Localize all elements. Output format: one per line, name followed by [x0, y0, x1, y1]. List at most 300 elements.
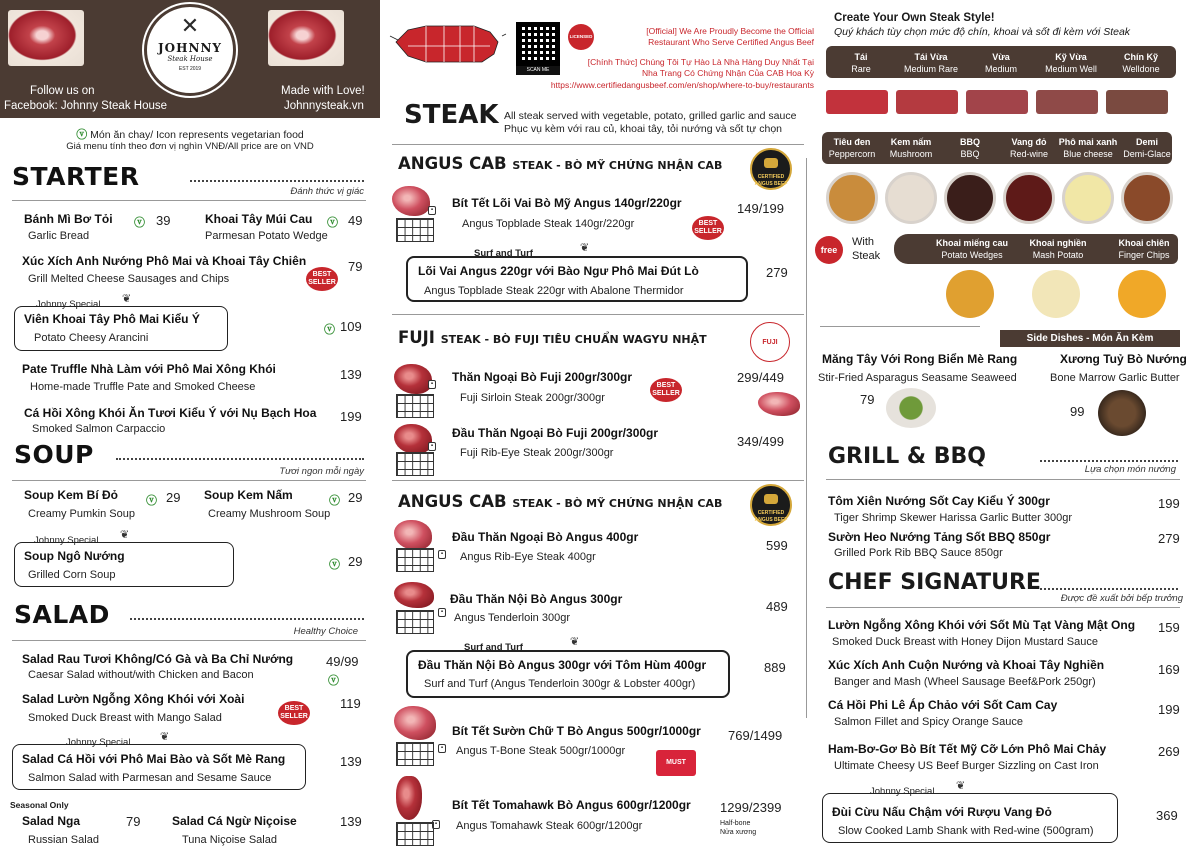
item-name-en: Salmon Fillet and Spicy Orange Sauce [834, 716, 1023, 728]
item-price: 29 [166, 490, 181, 505]
category-sub: STEAK - BÒ FUJI TIÊU CHUẨN WAGYU NHẬT [440, 333, 707, 346]
tbone-photo [394, 706, 436, 740]
item-price: 769/1499 [728, 728, 783, 743]
item-name-en: Fuji Sirloin Steak 200gr/300gr [460, 392, 605, 404]
potato-swatch [946, 270, 994, 318]
item-name-en: Slow Cooked Lamb Shank with Red-wine (500gram) [838, 825, 1094, 837]
veg-note-text: Món ăn chay/ Icon represents vegetarian food [90, 129, 304, 141]
doneness-option[interactable] [826, 52, 896, 74]
item-name-vn: Bít Tết Sườn Chữ T Bò Angus 500gr/1000gr [452, 724, 701, 738]
doneness-option[interactable] [896, 52, 966, 74]
item-name-vn: Salad Cá Hồi với Phô Mai Bào và Sốt Mè Rang [22, 752, 286, 766]
menu-item [22, 362, 276, 393]
section-subtitle: Healthy Choice [293, 626, 358, 637]
section-dots [1040, 588, 1178, 590]
item-price: 49/99 [326, 654, 359, 669]
website-link[interactable]: Johnnysteak.vn [284, 100, 364, 112]
item-name-vn: Salad Cá Ngừ Niçoise [172, 814, 297, 828]
sauce-label-vn: BBQ [960, 137, 980, 147]
item-name-en: Grill Melted Cheese Sausages and Chips [28, 273, 230, 285]
item-name-en: Angus T-Bone Steak 500gr/1000gr [456, 745, 626, 757]
best-seller-badge: BEST SELLER [650, 378, 682, 402]
doneness-swatch [1036, 90, 1098, 114]
item-price: 29 [348, 490, 363, 505]
item-name-en: Ultimate Cheesy US Beef Burger Sizzling on Cast Iron [834, 760, 1099, 772]
item-price: 119 [340, 696, 361, 711]
potato-label-en: Finger Chips [1118, 250, 1170, 260]
item-name-en: Angus Topblade Steak 220gr with Abalone Thermidor [424, 285, 684, 297]
steak-style-subtitle: Quý khách tùy chọn mức độ chín, khoai và sốt đi kèm với Steak [834, 26, 1131, 38]
price-note: Giá menu tính theo đơn vị nghìn VNĐ/All price are on VND [66, 141, 314, 152]
item-name-vn: Lườn Ngỗng Xông Khói với Sốt Mù Tạt Vàng Mật Ong [828, 618, 1136, 632]
leaf-icon: ❦ [120, 529, 130, 541]
section-dots [130, 618, 364, 620]
doneness-swatch [1106, 90, 1168, 114]
sauce-swatch [826, 172, 878, 224]
doneness-label-vn: Tái Vừa [914, 52, 948, 62]
menu-item [450, 592, 622, 624]
potato-label-vn: Khoai nghiền [1029, 238, 1087, 248]
section-subtitle: Đánh thức vị giác [290, 186, 364, 197]
vegetarian-leaf-icon: ⓥ [329, 558, 340, 571]
fuji-logo: FUJI [750, 322, 790, 362]
item-name-en: Smoked Duck Breast with Mango Salad [28, 712, 222, 724]
column-divider [806, 158, 807, 718]
sauce-label-en: Mushroom [889, 149, 933, 159]
item-name-vn: Salad Lườn Ngỗng Xông Khói với Xoài [22, 692, 245, 706]
with-steak-label: With [852, 236, 874, 248]
qr-code[interactable] [516, 22, 560, 66]
item-name-vn: Cá Hồi Xông Khói Ăn Tươi Kiểu Ý với Nụ Bạch Hoa [24, 406, 317, 420]
menu-item [452, 370, 632, 404]
menu-item [418, 264, 699, 297]
section-title-chef: CHEF SIGNATURE [828, 570, 1041, 595]
section-title-steak: STEAK [404, 100, 499, 130]
doneness-option[interactable] [966, 52, 1036, 74]
menu-item [828, 530, 1050, 559]
sauce-swatch [1121, 172, 1173, 224]
item-name-vn: Soup Ngô Nướng [24, 549, 125, 563]
surf-turf-tag: Surf and Turf [474, 248, 533, 259]
item-name-en: Banger and Mash (Wheel Sausage Beef&Pork 250gr) [834, 676, 1096, 688]
checkbox-icon: ▪ [432, 820, 440, 829]
item-name-en: Garlic Bread [28, 230, 90, 242]
item-name-en: Home-made Truffle Pate and Smoked Cheese [30, 381, 256, 393]
official-note-vn: [Chính Thức] Chúng Tôi Tự Hào Là Nhà Hàng Duy Nhất Tại [587, 57, 814, 67]
section-title-soup: SOUP [14, 440, 94, 469]
fat-soft-grid [396, 742, 434, 766]
doneness-label-en: Medium Well [1045, 64, 1097, 74]
logo-name: JOHNNY [158, 41, 222, 55]
item-name-vn: Lõi Vai Angus 220gr với Bào Ngư Phô Mai Đút Lò [418, 264, 699, 278]
item-name-vn: Viên Khoai Tây Phô Mai Kiểu Ý [24, 312, 200, 326]
leaf-icon: ❦ [160, 731, 170, 743]
item-name-vn: Thăn Ngoại Bò Fuji 200gr/300gr [452, 370, 633, 384]
section-dots [1040, 460, 1178, 462]
item-price: 29 [348, 554, 363, 569]
item-name-vn: Soup Kem Nấm [204, 488, 293, 502]
section-rule [392, 144, 804, 145]
follow-text: Follow us on [30, 85, 95, 97]
item-price: 199 [1158, 496, 1180, 511]
made-with-love: Made with Love! [281, 85, 365, 97]
tomahawk-photo [396, 776, 422, 820]
logo-subtitle: Steak House [167, 55, 213, 63]
side-dishes-title: Side Dishes - Món Ăn Kèm [1000, 330, 1180, 347]
item-price: 889 [764, 660, 786, 675]
item-price: 139 [340, 814, 362, 829]
section-title-starter: STARTER [12, 162, 140, 191]
with-steak-label: Steak [852, 250, 881, 262]
steak-photo [392, 186, 430, 216]
fat-soft-grid [396, 822, 434, 846]
asparagus-photo [886, 388, 936, 428]
item-name-vn: Xúc Xích Anh Cuộn Nướng và Khoai Tây Nghiền [828, 658, 1105, 672]
category-title [398, 154, 722, 173]
doneness-swatch [826, 90, 888, 114]
certified-angus-beef-logo: CERTIFIED ANGUS BEEF [750, 484, 792, 526]
sauce-option[interactable] [881, 137, 941, 159]
sauce-label-vn: Kem nấm [890, 137, 932, 147]
item-name-vn: Pate Truffle Nhà Làm với Phô Mai Xông Khói [22, 362, 276, 376]
sauce-option[interactable] [1117, 137, 1177, 159]
steak-desc-vn: Phục vụ kèm với rau củ, khoai tây, tỏi nướng và sốt tự chọn [504, 123, 783, 135]
sauce-label-vn: Phô mai xanh [1058, 137, 1118, 147]
item-price: 139 [340, 754, 362, 769]
item-price: 99 [1070, 404, 1085, 419]
item-price: 139 [340, 367, 362, 382]
doneness-label-en: Welldone [1122, 64, 1160, 74]
sauce-label-en: Red-wine [1009, 149, 1049, 159]
item-price: 149/199 [737, 201, 784, 216]
menu-item [828, 494, 1072, 524]
steak-photo [394, 424, 432, 454]
item-name-en: Grilled Corn Soup [28, 569, 116, 581]
doneness-option[interactable] [1036, 52, 1106, 74]
seasonal-tag: Seasonal Only [10, 800, 69, 810]
doneness-label-vn: Tái [854, 52, 868, 62]
category-title [398, 328, 707, 347]
johnny-special-tag: Johnny Special [36, 299, 101, 310]
item-name-vn: Cá Hồi Phi Lê Áp Chảo với Sốt Cam Cay [828, 698, 1058, 712]
doneness-swatch [966, 90, 1028, 114]
leaf-icon: ❦ [956, 780, 966, 792]
category-name: ANGUS CAB [398, 154, 507, 173]
cab-link[interactable]: https://www.certifiedangusbeef.com/en/shop/where-to-buy/restaurants [550, 80, 814, 90]
item-price: 279 [1158, 531, 1180, 546]
item-price: 39 [156, 213, 171, 228]
best-seller-badge: BEST SELLER [306, 267, 338, 291]
vegetarian-leaf-icon: ⓥ [328, 674, 339, 687]
section-dots [116, 458, 364, 460]
menu-item [24, 212, 113, 242]
fat-soft-grid [396, 218, 434, 242]
item-price: 49 [348, 213, 363, 228]
doneness-label-vn: Vừa [992, 52, 1010, 62]
item-name-en: Tiger Shrimp Skewer Harissa Garlic Butter 300gr [834, 512, 1073, 524]
menu-item [818, 352, 1018, 384]
menu-item [452, 426, 658, 459]
vegetarian-leaf-icon: ⓥ [134, 216, 145, 229]
category-sub: STEAK - BÒ MỸ CHỨNG NHẬN CAB [512, 497, 723, 510]
section-rule [826, 607, 1180, 608]
menu-item [1050, 352, 1187, 384]
facebook-link[interactable]: Facebook: Johnny Steak House [4, 100, 168, 112]
menu-item [832, 805, 1094, 837]
potato-option[interactable] [1096, 238, 1192, 260]
restaurant-logo [144, 4, 236, 96]
item-name-en: Russian Salad [28, 834, 99, 846]
menu-item [452, 530, 638, 563]
menu-item [24, 488, 135, 520]
sauce-swatch [1003, 172, 1055, 224]
item-price: 79 [126, 814, 141, 829]
item-price: 369 [1156, 808, 1178, 823]
sauce-option[interactable] [940, 137, 1000, 159]
item-price: 489 [766, 599, 788, 614]
header-banner [0, 0, 380, 118]
item-name-en: Parmesan Potato Wedge [205, 230, 328, 242]
item-price: 199 [1158, 702, 1180, 717]
section-title-grill: GRILL & BBQ [828, 444, 986, 469]
item-price: 169 [1158, 662, 1180, 677]
steak-photo [8, 10, 84, 66]
sauce-label-vn: Tiêu đen [833, 137, 871, 147]
item-price: 159 [1158, 620, 1180, 635]
item-price: 599 [766, 538, 788, 553]
section-subtitle: Tươi ngon mỗi ngày [279, 466, 364, 477]
item-price: 79 [860, 392, 875, 407]
sauce-label-vn: Demi [1135, 137, 1158, 147]
item-name-en: Angus Tenderloin 300gr [454, 612, 570, 624]
menu-item [24, 549, 125, 581]
half-bone-note-vn: Nửa xương [720, 829, 757, 836]
potato-option[interactable] [924, 238, 1020, 260]
item-price: 79 [348, 259, 363, 274]
item-name-vn: Xương Tuỷ Bò Nướng [1060, 352, 1187, 366]
vegetarian-leaf-icon: ⓥ [329, 494, 340, 507]
section-rule [12, 640, 366, 641]
item-name-vn: Đầu Thăn Ngoại Bò Angus 400gr [452, 530, 639, 544]
sauce-swatch [885, 172, 937, 224]
item-price: 1299/2399 [720, 800, 782, 815]
vegetarian-leaf-icon: ⓥ [324, 323, 335, 336]
menu-item [22, 254, 306, 285]
menu-item [418, 658, 706, 690]
doneness-label-en: Rare [851, 64, 871, 74]
item-name-en: Surf and Turf (Angus Tenderloin 300gr & Lobster 400gr) [424, 678, 696, 690]
section-rule [12, 480, 366, 481]
sauce-option[interactable] [822, 137, 882, 159]
section-subtitle: Lựa chọn món nướng [1084, 464, 1176, 475]
item-name-en: Caesar Salad without/with Chicken and Bacon [28, 669, 254, 681]
item-name-en: Salmon Salad with Parmesan and Sesame Sauce [28, 772, 272, 784]
item-name-en: Smoked Duck Breast with Honey Dijon Mustard Sauce [832, 636, 1098, 648]
free-badge: free [815, 236, 843, 264]
item-name-en: Angus Rib-Eye Steak 400gr [460, 551, 596, 563]
beef-cuts-diagram [386, 6, 510, 72]
potato-swatch [1032, 270, 1080, 318]
leaf-icon: ❦ [122, 293, 132, 305]
menu-item [452, 196, 682, 230]
sauce-option[interactable] [1058, 137, 1118, 159]
johnny-special-tag: Johnny Special [870, 786, 935, 797]
must-have-badge: MUST HAVE [656, 750, 696, 776]
steak-description [504, 110, 796, 136]
vegetarian-leaf-icon: ⓥ [76, 128, 88, 141]
best-seller-badge: BEST SELLER [692, 216, 724, 240]
checkbox-icon: ▪ [428, 442, 436, 451]
item-name-en: Fuji Rib-Eye Steak 200gr/300gr [460, 447, 614, 459]
sauce-label-vn: Vang đỏ [1011, 137, 1047, 147]
item-name-vn: Bít Tết Lõi Vai Bò Mỹ Angus 140gr/220gr [452, 196, 682, 210]
fat-soft-grid [396, 548, 434, 572]
item-name-vn: Xúc Xích Anh Nướng Phô Mai và Khoai Tây Chiên [22, 254, 307, 268]
menu-item [22, 814, 99, 846]
official-note-vn: Nha Trang Có Chứng Nhận Của CAB Hoa Kỳ [641, 68, 814, 78]
menu-item [828, 618, 1135, 648]
checkbox-icon: ▪ [428, 380, 436, 389]
item-name-en: Angus Topblade Steak 140gr/220gr [462, 218, 635, 230]
menu-item [828, 698, 1057, 728]
potato-label-vn: Khoai miếng cau [935, 238, 1008, 248]
item-name-vn: Đùi Cừu Nấu Chậm với Rượu Vang Đỏ [832, 805, 1052, 819]
item-name-en: Creamy Mushroom Soup [208, 508, 331, 520]
steak-photo [394, 520, 432, 550]
menu-item [204, 488, 330, 520]
logo-est: EST 2019 [178, 66, 202, 72]
item-name-vn: Bánh Mì Bơ Tỏi [24, 212, 113, 226]
sauce-label-en: BBQ [960, 149, 980, 159]
item-name-en: Stir-Fried Asparagus Seasame Seaweed [818, 372, 1017, 384]
item-price: 109 [340, 319, 362, 334]
steak-photo [394, 364, 432, 394]
sauce-label-en: Peppercorn [828, 149, 876, 159]
item-name-vn: Soup Kem Bí Đỏ [24, 488, 119, 502]
sauce-label-en: Demi-Glace [1123, 149, 1171, 159]
steak-photo [268, 10, 344, 66]
doneness-option[interactable] [1106, 52, 1176, 74]
item-name-vn: Salad Rau Tươi Không/Có Gà và Ba Chỉ Nướng [22, 652, 294, 666]
potato-label-en: Potato Wedges [941, 250, 1003, 260]
category-title [398, 492, 722, 511]
section-title-salad: SALAD [14, 600, 110, 629]
leaf-icon: ❦ [580, 242, 590, 254]
menu-item [828, 658, 1104, 688]
section-rule [820, 326, 980, 327]
bone-marrow-photo [1098, 390, 1146, 436]
steak-desc-en: All steak served with vegetable, potato, grilled garlic and sauce [504, 110, 797, 122]
section-rule [12, 200, 366, 201]
menu-item [22, 692, 244, 724]
doneness-label-en: Medium [984, 64, 1017, 74]
item-name-vn: Đầu Thăn Nội Bò Angus 300gr [450, 592, 623, 606]
section-rule [392, 314, 804, 315]
menu-item [22, 652, 293, 681]
doneness-label-en: Medium Rare [903, 64, 959, 74]
item-price: 349/499 [737, 434, 784, 449]
potato-label-vn: Khoai chiên [1118, 238, 1170, 248]
steak-photo [394, 582, 434, 608]
item-name-en: Smoked Salmon Carpaccio [32, 423, 166, 435]
item-name-vn: Đầu Thăn Nội Bò Angus 300gr với Tôm Hùm 400gr [418, 658, 707, 672]
category-name: ANGUS CAB [398, 492, 507, 511]
menu-item [24, 406, 316, 435]
licensed-seal: LICENSED [568, 24, 594, 50]
certified-angus-beef-logo: CERTIFIED ANGUS BEEF [750, 148, 792, 190]
fork-knife-icon: ✕ [180, 14, 200, 39]
checkbox-icon: ▪ [438, 744, 446, 753]
fat-soft-grid [396, 394, 434, 418]
item-name-en: Bone Marrow Garlic Butter [1050, 372, 1180, 384]
surf-turf-tag: Surf and Turf [464, 642, 523, 653]
best-seller-badge: BEST SELLER [278, 701, 310, 725]
item-name-en: Angus Tomahawk Steak 600gr/1200gr [456, 820, 643, 832]
sauce-swatch [1062, 172, 1114, 224]
menu-item [172, 814, 297, 846]
wagyu-slice-photo [758, 392, 800, 416]
official-note: [Official] We Are Proudly Become the Official [646, 26, 814, 36]
menu-item [205, 212, 328, 242]
item-name-vn: Ham-Bơ-Gơ Bò Bít Tết Mỹ Cỡ Lớn Phô Mai Chảy [828, 742, 1107, 756]
steak-style-title: Create Your Own Steak Style! [834, 12, 995, 24]
left-column [0, 0, 380, 856]
item-name-vn: Tôm Xiên Nướng Sốt Cay Kiểu Ý 300gr [828, 494, 1050, 508]
johnny-special-tag: Johnny Special [34, 535, 99, 546]
menu-item [828, 742, 1106, 772]
doneness-swatch [896, 90, 958, 114]
menu-item [452, 798, 691, 832]
item-name-vn: Khoai Tây Múi Cau [205, 212, 313, 226]
item-name-en: Potato Cheesy Arancini [34, 332, 149, 344]
scan-me-label: SCAN ME [516, 66, 560, 75]
category-name: FUJI [398, 328, 435, 347]
doneness-label-vn: Chín Kỹ [1123, 52, 1158, 62]
section-rule [392, 480, 804, 481]
sauce-option[interactable] [999, 137, 1059, 159]
item-name-vn: Măng Tây Với Rong Biển Mè Rang [822, 352, 1018, 366]
vegetarian-leaf-icon: ⓥ [146, 494, 157, 507]
section-rule [826, 479, 1180, 480]
item-price: 269 [1158, 744, 1180, 759]
item-price: 199 [340, 409, 362, 424]
item-name-en: Creamy Pumkin Soup [28, 508, 135, 520]
item-price: 279 [766, 265, 788, 280]
item-name-vn: Đầu Thăn Ngoại Bò Fuji 200gr/300gr [452, 426, 659, 440]
item-price: 299/449 [737, 370, 784, 385]
checkbox-icon: ▪ [438, 550, 446, 559]
item-name-vn: Bít Tết Tomahawk Bò Angus 600gr/1200gr [452, 798, 691, 812]
half-bone-note: Half-bone [720, 820, 751, 827]
item-name-vn: Salad Nga [22, 814, 81, 828]
doneness-label-vn: Kỹ Vừa [1055, 52, 1087, 62]
potato-label-en: Mash Potato [1032, 250, 1084, 260]
category-sub: STEAK - BÒ MỸ CHỨNG NHẬN CAB [512, 159, 723, 172]
leaf-icon: ❦ [570, 636, 580, 648]
vegetarian-leaf-icon: ⓥ [327, 216, 338, 229]
item-name-en: Tuna Niçoise Salad [182, 834, 277, 846]
item-name-en: Grilled Pork Rib BBQ Sauce 850gr [834, 547, 1003, 559]
section-dots [190, 180, 364, 182]
checkbox-icon: ▪ [428, 206, 436, 215]
veg-note [0, 126, 380, 142]
potato-option[interactable] [1010, 238, 1106, 260]
sauce-label-en: Blue cheese [1063, 149, 1113, 159]
item-name-vn: Sườn Heo Nướng Tảng Sốt BBQ 850gr [828, 530, 1051, 544]
sauce-swatch [944, 172, 996, 224]
johnny-special-tag: Johnny Special [66, 737, 131, 748]
fat-soft-grid [396, 452, 434, 476]
